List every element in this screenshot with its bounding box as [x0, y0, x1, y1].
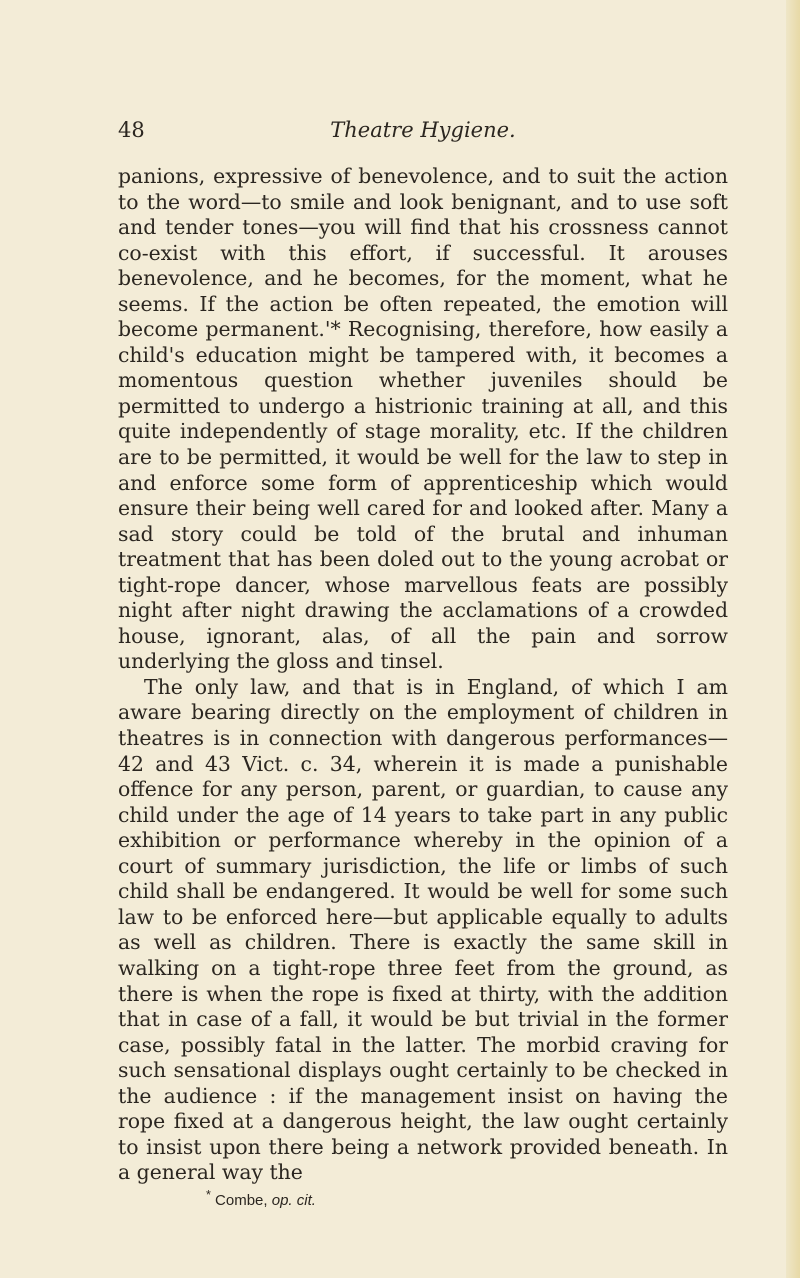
- running-head: [118, 118, 728, 154]
- footnote: [118, 1188, 728, 1209]
- body-text: [118, 164, 728, 1186]
- footnote-text: Combe,: [215, 1191, 272, 1209]
- paragraph: panions, expressive of benevolence, and to suit the action to the word—to smile and look benignant, and to use soft and tender tones—you will find that his crossness cannot co-exist with this effort, if successful. It arouses benevolence, and he becomes, for the moment, what he seems. If the action be often repeated, the emotion will become permanent.'* Recognising, therefore, how easily a child's education might be tampered with, it becomes a momentous question whether juveniles should be permitted to undergo a histrionic training at all, and this quite independently of stage morality, etc. If the children are to be permitted, it would be well for the law to step in and enforce some form of apprenticeship which would ensure their being well cared for and looked after. Many a sad story could be told of the brutal and inhuman treatment that has been doled out to the young acrobat or tight-rope dancer, whose marvellous feats are possibly night after night drawing the acclamations of a crowded house, ignorant, alas, of all the pain and sorrow underlying the gloss and tinsel.: [118, 164, 728, 674]
- book-page: [118, 118, 728, 1209]
- paragraph: The only law, and that is in England, of which I am aware bearing directly on the employment of children in theatres is in connection with dangerous performances—42 and 43 Vict. c. 34, wherein it is made a punishable offence for any person, parent, or guardian, to cause any child under the age of 14 years to take part in any public exhibition or performance whereby in the opinion of a court of summary jurisdiction, the life or limbs of such child shall be endangered. It would be well for some such law to be enforced here—but applicable equally to adults as well as children. There is exactly the same skill in walking on a tight-rope three feet from the ground, as there is when the rope is fixed at thirty, with the addition that in case of a fall, it would be but trivial in the former case, possibly fatal in the latter. The morbid craving for such sensational displays ought certainly to be checked in the audience : if the management insist on having the rope fixed at a dangerous height, the law ought certainly to insist upon there being a network provided beneath. In a general way the: [118, 674, 728, 1185]
- footnote-citation: op. cit.: [271, 1191, 316, 1209]
- page-edge: [786, 0, 800, 1278]
- page-number: 48: [118, 118, 145, 142]
- footnote-marker: *: [206, 1187, 211, 1202]
- running-title: Theatre Hygiene.: [330, 118, 516, 142]
